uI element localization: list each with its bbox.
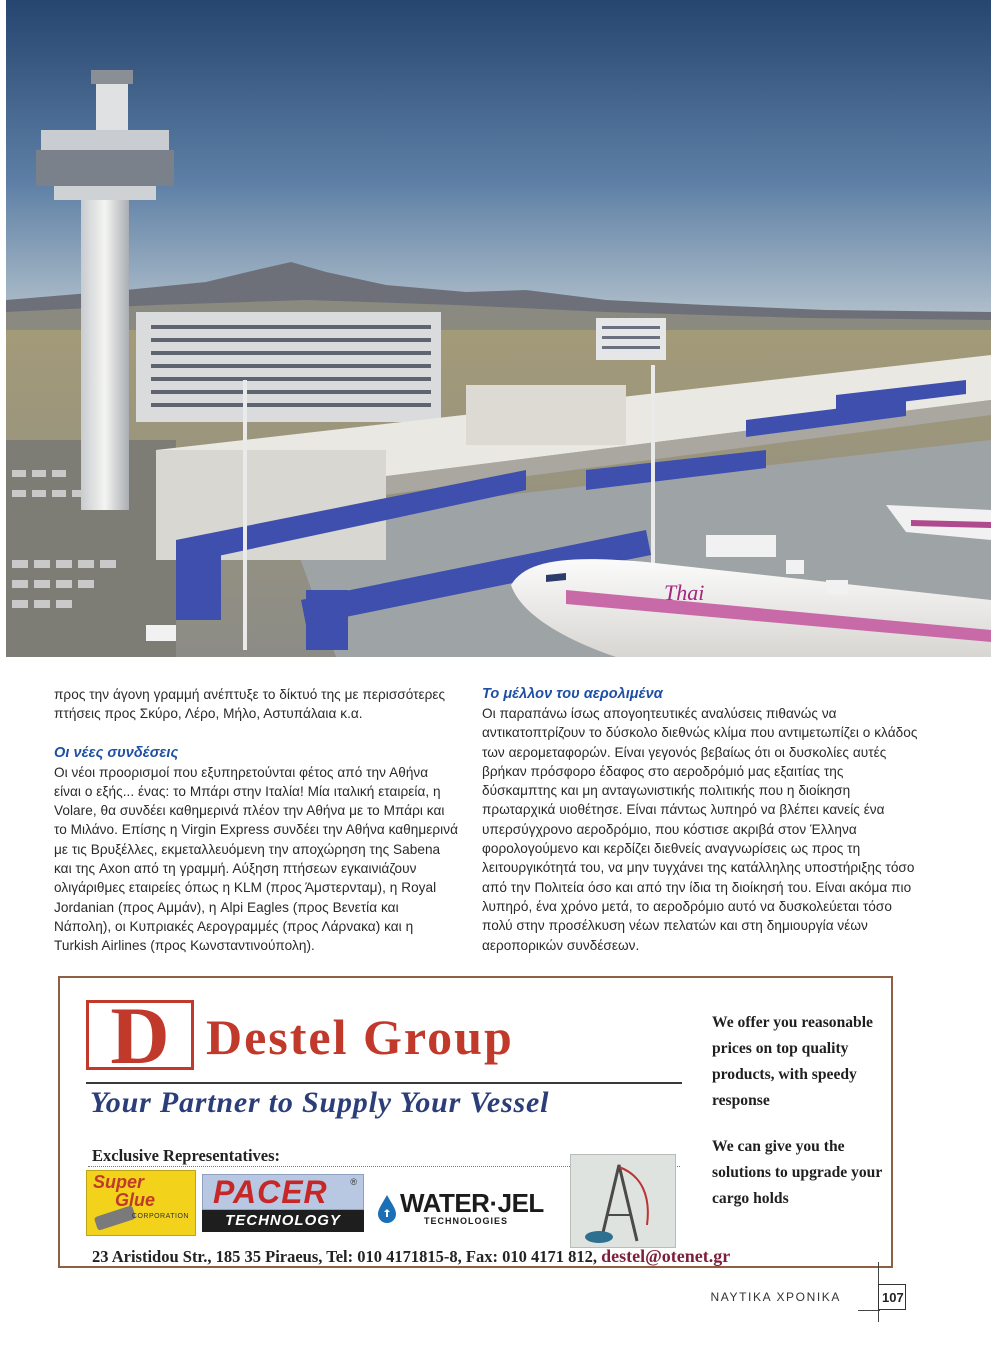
destel-advertisement [58, 976, 893, 1268]
pacer-registered: ® [350, 1177, 357, 1187]
ad-tagline: Your Partner to Supply Your Vessel [90, 1086, 550, 1119]
water-drop-icon [376, 1194, 398, 1224]
pacer-technology: TECHNOLOGY [225, 1212, 341, 1229]
superglue-logo [86, 1170, 196, 1236]
side-text-solutions: We can give you the solutions to upgrade your cargo holds [712, 1138, 882, 1207]
magazine-name: ΝΑΥΤΙΚΑ ΧΡΟΝΙΚΑ [710, 1290, 841, 1304]
contact-address [92, 1246, 730, 1267]
footer-horizontal-rule [858, 1310, 880, 1311]
destel-logo-icon [86, 990, 194, 1081]
article-right-column [482, 685, 920, 955]
superglue-word-1: Super [93, 1172, 145, 1192]
pacer-top-band [202, 1174, 364, 1210]
pacer-bottom-band [202, 1210, 364, 1232]
brand-name: Destel Group [206, 1009, 514, 1065]
cargo-equipment-icon [571, 1155, 675, 1247]
contact-email-link[interactable]: destel@otenet.gr [601, 1246, 731, 1266]
section-heading-new-connections: Οι νέες συνδέσεις [54, 744, 179, 761]
ad-main-panel [74, 988, 731, 1266]
page-number: 107 [882, 1290, 904, 1305]
airport-photo [6, 0, 991, 657]
pacer-logo [202, 1174, 364, 1234]
aircraft-livery-text: Thai [664, 580, 705, 605]
future-paragraph: Οι παραπάνω ίσως απογοητευτικές αναλύσεις πιθανώς να αντικατοπτρίζουν το δύσκολο διεθνώς κλίμα που αντιμετωπίζει ο κλάδος των αερομεταφορών. Είναι γεγονός βεβαίως ότι οι δυσκολίες αυτές βρήκαν πρόσφορο έδαφος στο αεροδρόμιό μας εξαιτίας της δύσκαμπτης και μη ανταγωνιστικής πολιτικής που η διοίκηση πρωταρχικά υιοθέτησε. Είναι πάντως λυπηρό να βλέπει κανείς ένα υπερσύγχρονο αεροδρόμιο, που κόστισε ακριβά στον Έλληνα φορολογούμενο και κερδίζει διεθνείς αναγνωρίσεις ως προς τη λειτουργικότητά του, να μην τυγχάνει της κατάλληλης υποστήριξης τόσο από την Πολιτεία όσο και από την ίδια τη διοίκησή του. Είναι ακόμα πιο λυπηρό, ένα χρόνο μετά, το αεροδρόμιο αυτό να δυσκολεύεται τόσο πολύ στην προσέλκυση νέων πελατών και στη δημιουργία νέων αεροπορικών συνδέσεων. [482, 706, 918, 953]
superglue-word-2: Glue [115, 1190, 156, 1210]
waterjel-word: WATER·JEL [400, 1188, 544, 1218]
section-heading-future: Το μέλλον του αερολιμένα [482, 686, 663, 702]
side-text-offer: We offer you reasonable prices on top quality products, with speedy response [712, 1014, 873, 1109]
waterjel-logo [374, 1188, 554, 1234]
article-left-column [54, 685, 458, 956]
ad-divider [86, 1082, 682, 1084]
pacer-word: PACER [213, 1174, 328, 1210]
intro-paragraph: προς την άγονη γραμμή ανέπτυξε το δίκτυό της με περισσότερες πτήσεις προς Σκύρο, Λέρο, Μήλο, Αστυπάλαια κ.α. [54, 687, 446, 722]
superglue-corp: CORPORATION [131, 1213, 189, 1220]
new-connections-paragraph: Οι νέοι προορισμοί που εξυπηρετούνται φέτος από την Αθήνα είναι ο εξής... ένας: το Μπάρι στην Ιταλία! Μία ιταλική εταιρεία, η Volare, θα συνδέει καθημερινά πλέον την Αθήνα με το Μπάρι και το Μιλάνο. Επίσης η Virgin Express συνδέει την Αθήνα καθημερινά με τις Βρυξέλλες, εκμεταλλευόμενη την αποχώρηση της Sabena και της Axon από τη γραμμή. Αύξηση πτήσεων εγκαινιάζουν ολιγάριθμες εταιρείες όπως η KLM (προς Άμστερνταμ), η Royal Jordanian (προς Αμμάν), η Alpi Eagles (προς Βενετία και Νάπολη), οι Κυπριακές Αερογραμμές (προς Λάρνακα) και η Turkish Airlines (προς Κωνσταντινούπολη). [54, 764, 459, 954]
waterjel-technologies: TECHNOLOGIES [424, 1216, 509, 1226]
logo-letter: D [110, 990, 170, 1081]
ad-side-text [712, 1010, 882, 1212]
address-text: 23 Aristidou Str., 185 35 Piraeus, Tel: 010 4171815-8, Fax: 010 4171 812, [92, 1247, 597, 1266]
product-photo [570, 1154, 676, 1248]
representatives-label: Exclusive Representatives: [92, 1146, 281, 1165]
